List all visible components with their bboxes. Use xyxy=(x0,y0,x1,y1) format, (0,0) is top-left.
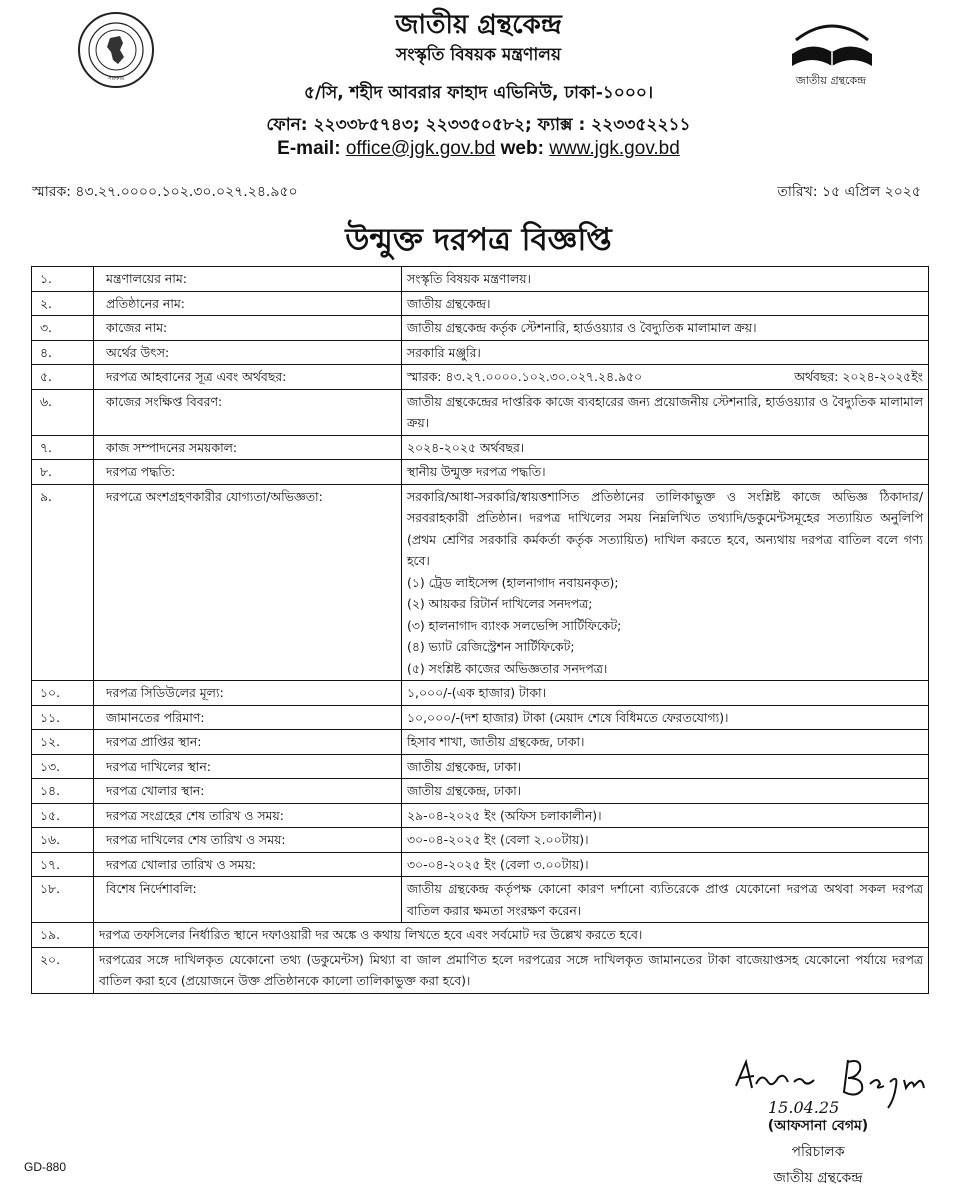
requirement-item: (২) আয়কর রিটার্ন দাখিলের সনদপত্র; xyxy=(407,596,593,611)
signer-name: (আফসানা বেগম) xyxy=(767,1118,869,1134)
row-number: ১১. xyxy=(32,705,94,730)
row-field: কাজ সম্পাদনের সময়কাল: xyxy=(94,435,402,460)
row-value-text: জাতীয় গ্রন্থকেন্দ্র কর্তৃপক্ষ কোনো কারণ দর্শানো ব্যতিরেকে প্রাপ্ত যেকোনো দরপত্র অথবা সকল দরপত্র বাতিল করার ক্ষমতা সংরক্ষণ করেন। xyxy=(407,881,923,918)
row-field: দরপত্র পদ্ধতি: xyxy=(94,460,402,485)
row-number: ১৭. xyxy=(32,852,94,877)
row-number: ১৮. xyxy=(32,877,94,923)
table-row xyxy=(32,460,929,485)
row-value xyxy=(402,877,929,923)
table-row xyxy=(32,803,929,828)
row-number: ৪. xyxy=(32,340,94,365)
row-value xyxy=(402,435,929,460)
email-label: E-mail: xyxy=(277,138,341,159)
row-number: ১০. xyxy=(32,681,94,706)
row-number: ৩. xyxy=(32,316,94,341)
table-row xyxy=(32,947,929,993)
row-field: দরপত্র খোলার স্থান: xyxy=(94,779,402,804)
row-value xyxy=(402,340,929,365)
row-value xyxy=(402,803,929,828)
row-field: দরপত্র দাখিলের শেষ তারিখ ও সময়: xyxy=(94,828,402,853)
row-number: ৮. xyxy=(32,460,94,485)
issue-date: তারিখ: ১৫ এপ্রিল ২০২৫ xyxy=(777,184,921,200)
requirement-item: (৫) সংশ্লিষ্ট কাজের অভিজ্ঞতার সনদপত্র। xyxy=(407,660,608,676)
table-row xyxy=(32,316,929,341)
row-value xyxy=(402,779,929,804)
row-value-text: জাতীয় গ্রন্থকেন্দ্র কর্তৃক স্টেশনারি, হার্ডওয়্যার ও বৈদ্যুতিক মালামাল ক্রয়। xyxy=(407,320,757,335)
table-row xyxy=(32,705,929,730)
table-row xyxy=(32,365,929,390)
table-row xyxy=(32,877,929,923)
row-value-text: জাতীয় গ্রন্থকেন্দ্র, ঢাকা। xyxy=(407,758,522,774)
row-value xyxy=(402,852,929,877)
row-number: ১. xyxy=(32,267,94,292)
row-number: ২. xyxy=(32,291,94,316)
requirement-item: (৩) হালনাগাদ ব্যাংক সলভেন্সি সার্টিফিকেট; xyxy=(407,617,622,633)
notice-title: উন্মুক্ত দরপত্র বিজ্ঞপ্তি xyxy=(345,222,612,258)
form-code: GD-880 xyxy=(24,1160,67,1174)
tender-table xyxy=(31,266,929,994)
row-number: ২০. xyxy=(32,947,94,993)
row-value xyxy=(402,291,929,316)
row-field: দরপত্র দাখিলের স্থান: xyxy=(94,754,402,779)
row-value xyxy=(402,365,929,390)
phone-fax-line: ফোন: ২২৩৩৮৫৭৪৩; ২২৩৩৫০৫৮২; ফ্যাক্স : ২২৩৩৫২২১১ xyxy=(266,115,691,135)
row-value xyxy=(402,705,929,730)
row-number: ১২. xyxy=(32,730,94,755)
row-value-text: হিসাব শাখা, জাতীয় গ্রন্থকেন্দ্র, ঢাকা। xyxy=(407,734,585,749)
memo-number: স্মারক: ৪৩.২৭.০০০০.১০২.৩০.০২৭.২৪.৯৫০ xyxy=(32,184,298,200)
row-value-text: সংস্কৃতি বিষয়ক মন্ত্রণালয়। xyxy=(407,271,531,286)
row-field: দরপত্র খোলার তারিখ ও সময়: xyxy=(94,852,402,877)
row-value-text: জাতীয় গ্রন্থকেন্দ্রের দাপ্তরিক কাজে ব্যবহারের জন্য প্রয়োজনীয় স্টেশনারি, হার্ডওয়্যার ও বৈদ্যুতিক মালামাল ক্রয়। xyxy=(407,393,923,430)
row-value-text: ১০,০০০/-(দশ হাজার) টাকা (মেয়াদ শেষে বিধিমতে ফেরতযোগ্য)। xyxy=(407,709,729,725)
row-field: কাজের নাম: xyxy=(94,316,402,341)
row-value-text: ৩০-০৪-২০২৫ ইং (বেলা ৩.০০টায়)। xyxy=(407,856,589,872)
email-link[interactable]: office@jgk.gov.bd xyxy=(345,138,496,159)
row-number: ৬. xyxy=(32,389,94,435)
row-number: ১৬. xyxy=(32,828,94,853)
row-value-text: ১,০০০/-(এক হাজার) টাকা। xyxy=(407,685,547,700)
row-value-text: স্মারক: ৪৩.২৭.০০০০.১০২.৩০.০২৭.২৪.৯৫০ xyxy=(407,369,643,384)
row-value-text: ২৯-০৪-২০২৫ ইং (অফিস চলাকালীন)। xyxy=(407,807,602,823)
logo-caption: জাতীয় গ্রন্থকেন্দ্র xyxy=(795,74,867,87)
row-value xyxy=(402,681,929,706)
table-row xyxy=(32,779,929,804)
table-row xyxy=(32,681,929,706)
table-row xyxy=(32,435,929,460)
row-number: ১৫. xyxy=(32,803,94,828)
row-number: ১৩. xyxy=(32,754,94,779)
signature-date: 15.04.25 xyxy=(768,1098,840,1117)
signer-designation: পরিচালক xyxy=(791,1144,845,1160)
table-row xyxy=(32,730,929,755)
row-value-text: সরকারি মঞ্জুরি। xyxy=(407,344,481,360)
row-wide-text: দরপত্রের সঙ্গে দাখিলকৃত যেকোনো তথ্য (ডকুমেন্টস) মিথ্যা বা জাল প্রমাণিত হলে দরপত্রের সঙ্গে দাখিলকৃত জামানতের টাকা বাজেয়াপ্তসহ যেকোনো পর্যায়ে দরপত্র বাতিল করা হবে (প্রয়োজনে উক্ত প্রতিষ্ঠানকে কালো তালিকাভুক্ত করা হবে)। xyxy=(94,947,929,993)
table-row xyxy=(32,828,929,853)
row-value xyxy=(402,389,929,435)
table-row xyxy=(32,923,929,948)
row-value xyxy=(402,460,929,485)
row-field: দরপত্র সংগ্রহের শেষ তারিখ ও সময়: xyxy=(94,803,402,828)
table-row xyxy=(32,267,929,292)
table-row xyxy=(32,754,929,779)
fiscal-year: অর্থবছর: ২০২৪-২০২৫ইং xyxy=(794,369,923,384)
row-field: জামানতের পরিমাণ: xyxy=(94,705,402,730)
row-field: প্রতিষ্ঠানের নাম: xyxy=(94,291,402,316)
row-number: ৫. xyxy=(32,365,94,390)
org-title: জাতীয় গ্রন্থকেন্দ্র xyxy=(395,10,562,40)
table-row xyxy=(32,340,929,365)
row-value xyxy=(402,267,929,292)
requirement-item: (৪) ভ্যাট রেজিস্ট্রেশন সার্টিফিকেট; xyxy=(407,639,575,654)
row-field: কাজের সংক্ষিপ্ত বিবরণ: xyxy=(94,389,402,435)
row-number: ১৪. xyxy=(32,779,94,804)
row-field: দরপত্র সিডিউলের মূল্য: xyxy=(94,681,402,706)
row-value xyxy=(402,828,929,853)
row-value xyxy=(402,316,929,341)
svg-text:সরকার: সরকার xyxy=(107,75,125,82)
row-value-text: ২০২৪-২০২৫ অর্থবছর। xyxy=(407,439,525,455)
table-row xyxy=(32,852,929,877)
row-value-text: জাতীয় গ্রন্থকেন্দ্র। xyxy=(407,295,491,311)
row-field: দরপত্র প্রাপ্তির স্থান: xyxy=(94,730,402,755)
table-row xyxy=(32,484,929,681)
row-value-text: সরকারি/আধা-সরকারি/স্বায়ত্তশাসিত প্রতিষ্ঠানের তালিকাভুক্ত ও সংশ্লিষ্ট কাজে অভিজ্ঞ ঠিকাদার/সরবরাহকারী প্রতিষ্ঠান। দরপত্র দাখিলের সময় নিম্নলিখিত তথ্যাদি/ডকুমেন্টসমূহের সত্যায়িত অনুলিপি (প্রথম শ্রেণির সরকারি কর্মকর্তা কর্তৃক সত্যায়িত) দাখিল করতে হবে, অন্যথায় দরপত্র বাতিল বলে গণ্য হবে। xyxy=(407,488,923,568)
row-value-text: ৩০-০৪-২০২৫ ইং (বেলা ২.০০টায়)। xyxy=(407,832,589,847)
web-link[interactable]: www.jgk.gov.bd xyxy=(549,138,680,159)
row-value xyxy=(402,484,929,681)
signer-organization: জাতীয় গ্রন্থকেন্দ্র xyxy=(773,1170,863,1186)
row-value xyxy=(402,730,929,755)
web-label: web: xyxy=(500,138,544,159)
requirement-item: (১) ট্রেড লাইসেন্স (হালনাগাদ নবায়নকৃত); xyxy=(407,574,619,590)
row-value xyxy=(402,754,929,779)
row-field: দরপত্রে অংশগ্রহণকারীর যোগ্যতা/অভিজ্ঞতা: xyxy=(94,484,402,681)
row-value-text: জাতীয় গ্রন্থকেন্দ্র, ঢাকা। xyxy=(407,783,522,798)
table-row xyxy=(32,389,929,435)
row-wide-text: দরপত্র তফসিলের নির্ধারিত স্থানে দফাওয়ারী দর অঙ্কে ও কথায় লিখতে হবে এবং সর্বমোট দর উল্লেখ করতে হবে। xyxy=(94,923,929,948)
row-field: বিশেষ নির্দেশাবলি: xyxy=(94,877,402,923)
row-value-text: স্থানীয় উন্মুক্ত দরপত্র পদ্ধতি। xyxy=(407,464,546,479)
row-field: অর্থের উৎস: xyxy=(94,340,402,365)
ministry-name: সংস্কৃতি বিষয়ক মন্ত্রণালয় xyxy=(396,45,561,65)
row-number: ৭. xyxy=(32,435,94,460)
row-number: ১৯. xyxy=(32,923,94,948)
row-field: দরপত্র আহবানের সূত্র এবং অর্থবছর: xyxy=(94,365,402,390)
row-number: ৯. xyxy=(32,484,94,681)
contact-line xyxy=(0,138,957,160)
row-field: মন্ত্রণালয়ের নাম: xyxy=(94,267,402,292)
table-row xyxy=(32,291,929,316)
address: ৫/সি, শহীদ আবরার ফাহাদ এভিনিউ, ঢাকা-১০০০। xyxy=(303,83,654,103)
